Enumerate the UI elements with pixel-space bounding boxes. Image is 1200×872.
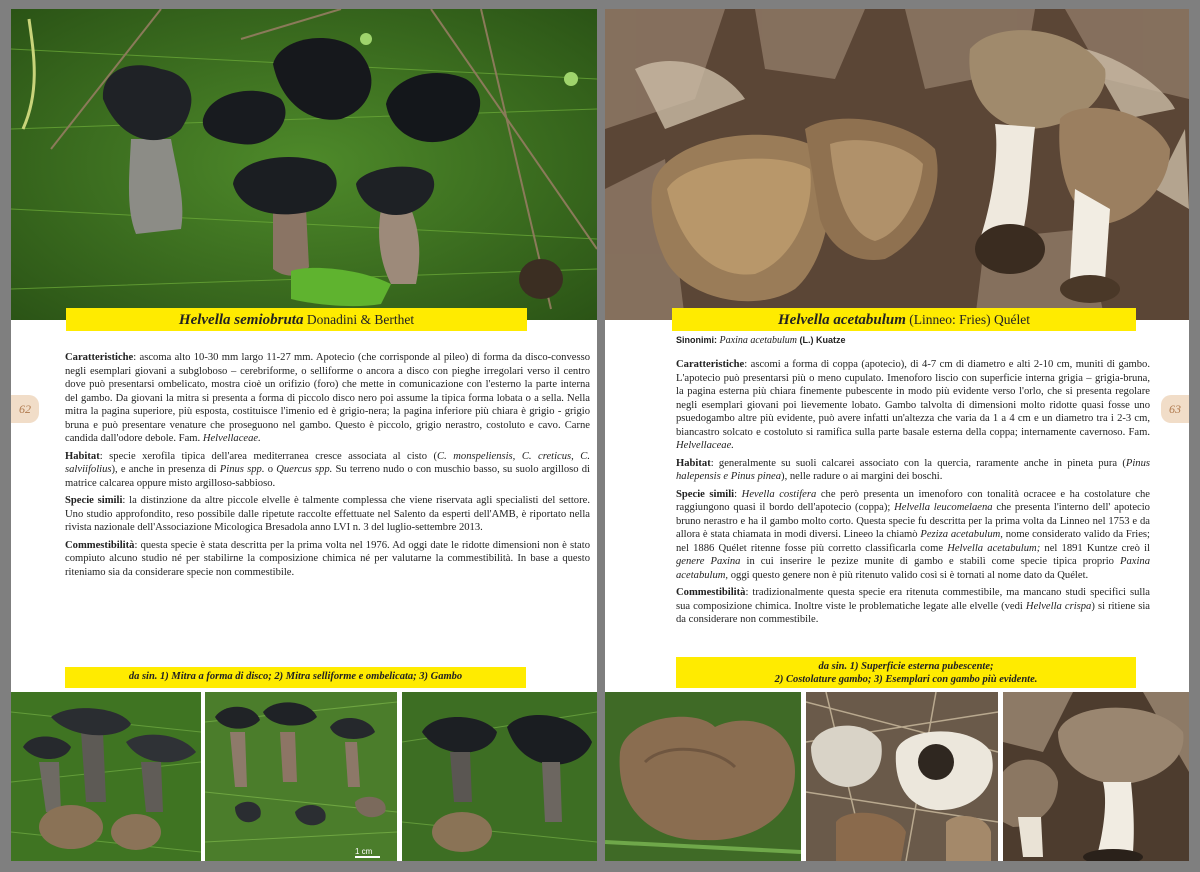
- paragraph-specie-simili: Specie simili: la distinzione da altre piccole elvelle è talmente complessa che viene riservata agli specialisti del settore. Uno studio approfondito, reso possibile dalle ripetute raccolte effettuate nel Salento da esperti dell'AMB, è riportato nella rivista nazionale dell'Associazione Micologica Bresadola anno LVI n. 3 del luglio-settembre 2013.: [65, 495, 590, 533]
- right-page: [605, 9, 1189, 861]
- species-title-bar: [66, 308, 527, 331]
- family-name: Helvellaceae.: [676, 440, 734, 451]
- species-title-bar: [672, 308, 1136, 331]
- page-number: 63: [1169, 402, 1181, 416]
- paragraph-caratteristiche: Caratteristiche: ascomi a forma di coppa (apotecio), di 4-7 cm di diametro e alti 2-10 cm, muniti di gambo. L'apotecio può presentarsi più o meno cupulato. Imenoforo liscio con superficie interna grigia – grigia-bruna, la pagina esterna più chiara finemente pubescente in modo più evidente verso l'orlo, che si presenta regolare negli esemplari giovani poi lievemente lobato. Gambo talvolta di dimensioni molto ridotte quasi fosse uno psuedogambo altre più evidente, può avere infatti un'altezza che varia da 1 a 4 cm e un diametro tra i 2-3 cm, biancastro solcato e costoluto si ramifica sulla parte basale esterna della coppa; internamente cavernoso. Fam. Helvellaceae.: [676, 359, 1150, 451]
- label-specie-simili: Specie simili: [65, 495, 123, 506]
- photo-helvella-acetabulum-top: [605, 9, 1189, 320]
- scale-label: 1 cm: [355, 847, 373, 856]
- similar-text-4: nel 1891 Kuntze creò il: [1040, 542, 1150, 554]
- photo-gambo-evidente: [1003, 692, 1189, 861]
- species-author: Donadini & Berthet: [306, 312, 415, 327]
- photo-helvella-semiobruta-top: [11, 9, 597, 320]
- label-habitat: Habitat: [676, 457, 711, 469]
- similar-italic-1: Hevella costifera: [741, 488, 817, 500]
- label-commestibilita: Commestibilità: [676, 587, 746, 598]
- specie-simili-text: la distinzione da altre piccole elvelle è talmente complessa che viene riservata agli specialisti del settore. Uno studio approfondito, reso possibile dalle ripetute raccolte effettuate nel Salento da esperti dell'AMB, è riportato nella rivista nazionale dell'Associazione Micologica Bresadola anno LVI n. 3 del luglio-settembre 2013.: [65, 495, 590, 533]
- edibility-text-1: tradizionalmente questa specie era ritenuta commestibile, ma mancano studi specifici sulla sua composizione chimica. Inoltre viste le problematiche legate alle elvelle (vedi: [676, 587, 1150, 612]
- synonyms-label: Sinonimi:: [676, 335, 717, 345]
- edibility-italic-1: Helvella crispa: [1025, 600, 1092, 612]
- description-text: [676, 358, 1150, 631]
- species-name: Helvella semiobruta: [178, 312, 304, 328]
- species-name: Helvella acetabulum: [778, 312, 906, 328]
- habitat-text-4: Su terreno nudo o con muschio basso, su suolo argilloso di matrice calcarea oppure misto argilloso-sabbioso.: [65, 464, 591, 489]
- photo-gambo: [402, 692, 597, 861]
- photo-caption-bar: [676, 657, 1136, 688]
- habitat-text-1: generalmente su suoli calcarei associato con la quercia, raramente anche in pineta pura (: [718, 457, 1126, 469]
- habitat-text-3: o: [264, 464, 277, 475]
- family-name: Helvellaceae.: [202, 433, 261, 444]
- habitat-text-2: ), nelle radure o ai margini dei boschi.: [781, 471, 943, 482]
- synonyms-line: [676, 335, 846, 346]
- label-caratteristiche: Caratteristiche: [65, 352, 134, 363]
- description-text: [65, 351, 590, 583]
- left-page: [11, 9, 597, 861]
- similar-text-6: oggi questo genere non è più ritenuto valido così si è tornati al nome dato da Quélet.: [728, 569, 1089, 581]
- paragraph-habitat: Habitat: specie xerofila tipica dell'area mediterranea cresce associata al cisto (C. monspeliensis, C. creticus, C. salviifolius), e anche in presenza di Pinus spp. o Quercus spp. Su terreno nudo o con muschio basso, su suolo argilloso di matrice calcarea oppure misto argilloso-sabbioso.: [65, 450, 591, 489]
- label-caratteristiche: Caratteristiche: [676, 359, 745, 370]
- habitat-text-1: specie xerofila tipica dell'area mediterranea cresce associata al cisto (: [109, 450, 438, 462]
- paragraph-specie-simili: Specie simili: Hevella costifera che però presenta un imenoforo con tonalità ocracee e ha costolature che raggiungono quasi il bordo dell'apotecio (coppa); Helvella leucomelaena che presenta l'interno dell' apotecio bruno nerastro e ha il gambo molto corto. Questa specie fu descritta per la prima volta da Linneo nel 1753 e da allora è stata chiamata in modi diversi. Lineeo la chiamò Peziza acetabulum, nome considerato valido da Fries; nel 1886 Quélet ritenne fosse più corretto classificarla come Helvella acetabulum; nel 1891 Kuntze creò il genere Paxina in cui inserire le pezize munite di gambo e stabilì come specie tipica proprio Paxina acetabulum, oggi questo genere non è più ritenuto valido così si è tornati al nome dato da Quélet.: [676, 488, 1151, 581]
- similar-italic-5: genere Paxina: [676, 556, 741, 567]
- edibility-text-2: ) si ritiene sia da considerare non commestibile.: [676, 600, 1150, 625]
- paragraph-caratteristiche: Caratteristiche: ascoma alto 10-30 mm largo 11-27 mm. Apotecio (che corrisponde al pileo) di forma da disco-convesso negli esemplari giovani a subgloboso – cerebriforme, o selliforme o ancora a disco con pieghe irregolari verso il centro dove può presentarsi ombelicato, mostra cioè un orifizio (foro) che mette in comunicazione con l'esterno la parte interna del gambo. Da giovani la mitra si presenta a forma di piccolo disco nero poi assume la tipica forma lobata o a sella. Nella mitra la pagina superiore, più esposta, costituisce l'imenio ed è grigio-nera; la pagina inferiore più chiara è grigio - grigio bruna e può presentare venature che proseguono nel gambo. Questo è piccolo, grigio nerastro, costoluto e cavo. Carne candida dall'odore debole. Fam. Helvellaceae.: [65, 352, 591, 444]
- habitat-italic-2: Pinus spp.: [219, 464, 265, 475]
- label-commestibilita: Commestibilità: [65, 539, 135, 551]
- similar-text-1: che però presenta un imenoforo con tonalità ocracee e ha costolature che raggiungono quasi il bordo dell'apotecio (coppa);: [676, 488, 1151, 513]
- page-number: 62: [19, 402, 31, 416]
- paragraph-commestibilita: Commestibilità: tradizionalmente questa specie era ritenuta commestibile, ma mancano studi specifici sulla sua composizione chimica. Inoltre viste le problematiche legate alle elvelle (vedi Helvella crispa) si ritiene sia da considerare non commestibile.: [676, 587, 1150, 625]
- similar-italic-3: Peziza acetabulum: [920, 529, 1001, 540]
- page-number-tab: [1161, 395, 1189, 423]
- label-specie-simili: Specie simili: [676, 488, 735, 500]
- label-habitat: Habitat: [65, 450, 100, 462]
- photo-mitra-selliforme: [205, 692, 397, 861]
- habitat-italic-1: C. monspeliensis, C. creticus, C. salviifolius: [65, 450, 590, 475]
- commestibilita-text: questa specie è stata descritta per la prima volta nel 1976. Ad oggi date le ridotte dimensioni non è stato compiuto alcuno studio né per stabilirne la composizione chimica né per valutarne la commestibilità. In base a questo riteniamo sia da considerare specie non commestibile.: [65, 539, 590, 578]
- synonym-author: (L.) Kuatze: [799, 335, 846, 345]
- habitat-italic-3: Quercus spp.: [276, 464, 333, 475]
- paragraph-commestibilita: Commestibilità: questa specie è stata descritta per la prima volta nel 1976. Ad oggi date le ridotte dimensioni non è stato compiuto alcuno studio né per stabilirne la composizione chimica né per valutarne la commestibilità. In base a questo riteniamo sia da considerare specie non commestibile.: [65, 539, 590, 578]
- similar-italic-6: Paxina acetabulum,: [676, 556, 1150, 581]
- similar-italic-4: Helvella acetabulum;: [947, 542, 1041, 554]
- photo-costolature-gambo: [806, 692, 998, 861]
- habitat-italic-1: Pinus halepensis e Pinus pinea: [676, 457, 1151, 482]
- species-author: (Linneo: Fries) Quélet: [909, 312, 1030, 327]
- habitat-text-2: ), e anche in presenza di: [111, 464, 220, 475]
- paragraph-habitat: Habitat: generalmente su suoli calcarei associato con la quercia, raramente anche in pineta pura (Pinus halepensis e Pinus pinea), nelle radure o ai margini dei boschi.: [676, 457, 1151, 482]
- similar-text-2: che presenta l'interno dell' apotecio bruno nerastro e ha il gambo molto corto. Questa specie fu descritta per la prima volta da Linneo nel 1753 e da allora è stata chiamata in modi diversi. Lineeo la chiamò: [676, 502, 1150, 540]
- photo-caption-bar: [65, 667, 526, 688]
- photo-superficie-pubescente: [605, 692, 801, 861]
- caratteristiche-text: ascomi a forma di coppa (apotecio), di 4-7 cm di diametro e alti 2-10 cm, muniti di gambo. L'apotecio può presentarsi più o meno cupulato. Imenoforo liscio con superficie interna grigia – grigia-bruna, la pagina esterna più chiara finemente pubescente in modo più evidente verso l'orlo, che si presenta regolare negli esemplari giovani poi lievemente lobato. Gambo talvolta di dimensioni molto ridotte quasi fosse uno psuedogambo altre più evidente, può avere infatti un'altezza che varia da 1 a 4 cm e un diametro tra i 2-3 cm, biancastro solcato e costoluto si ramifica sulla parte basale esterna della coppa; internamente cavernoso. Fam.: [676, 359, 1150, 438]
- photo-caption-line-1: da sin. 1) Superficie esterna pubescente;: [818, 661, 994, 672]
- page-number-tab: [11, 395, 39, 423]
- similar-text-5: in cui inserire le pezize munite di gambo e stabilì come specie tipica proprio: [740, 556, 1120, 567]
- similar-text-3: , nome considerato valido da Fries; nel 1886 Quélet ritenne fosse più corretto classificarla come: [676, 529, 1150, 554]
- caratteristiche-text: ascoma alto 10-30 mm largo 11-27 mm. Apotecio (che corrisponde al pileo) di forma da disco-convesso negli esemplari giovani a subgloboso – cerebriforme, o selliforme o ancora a disco con pieghe irregolari verso il centro dove può presentarsi ombelicato, mostra cioè un orifizio (foro) che mette in comunicazione con l'esterno la parte interna del gambo. Da giovani la mitra si presenta a forma di piccolo disco nero poi assume la tipica forma lobata o a sella. Nella mitra la pagina superiore, più esposta, costituisce l'imenio ed è grigio-nera; la pagina inferiore più chiara è grigio - grigio bruna e può presentare venature che proseguono nel gambo. Questo è piccolo, grigio nerastro, costoluto e cavo. Carne candida dall'odore debole. Fam.: [65, 352, 591, 444]
- similar-italic-2: Helvella leucomelaena: [894, 502, 993, 513]
- synonym-name: Paxina acetabulum: [719, 335, 797, 346]
- photo-caption: da sin. 1) Mitra a forma di disco; 2) Mitra selliforme e ombelicata; 3) Gambo: [128, 671, 463, 682]
- photo-mitra-disco: [11, 692, 201, 861]
- photo-caption-line-2: 2) Costolature gambo; 3) Esemplari con gambo più evidente.: [774, 674, 1038, 685]
